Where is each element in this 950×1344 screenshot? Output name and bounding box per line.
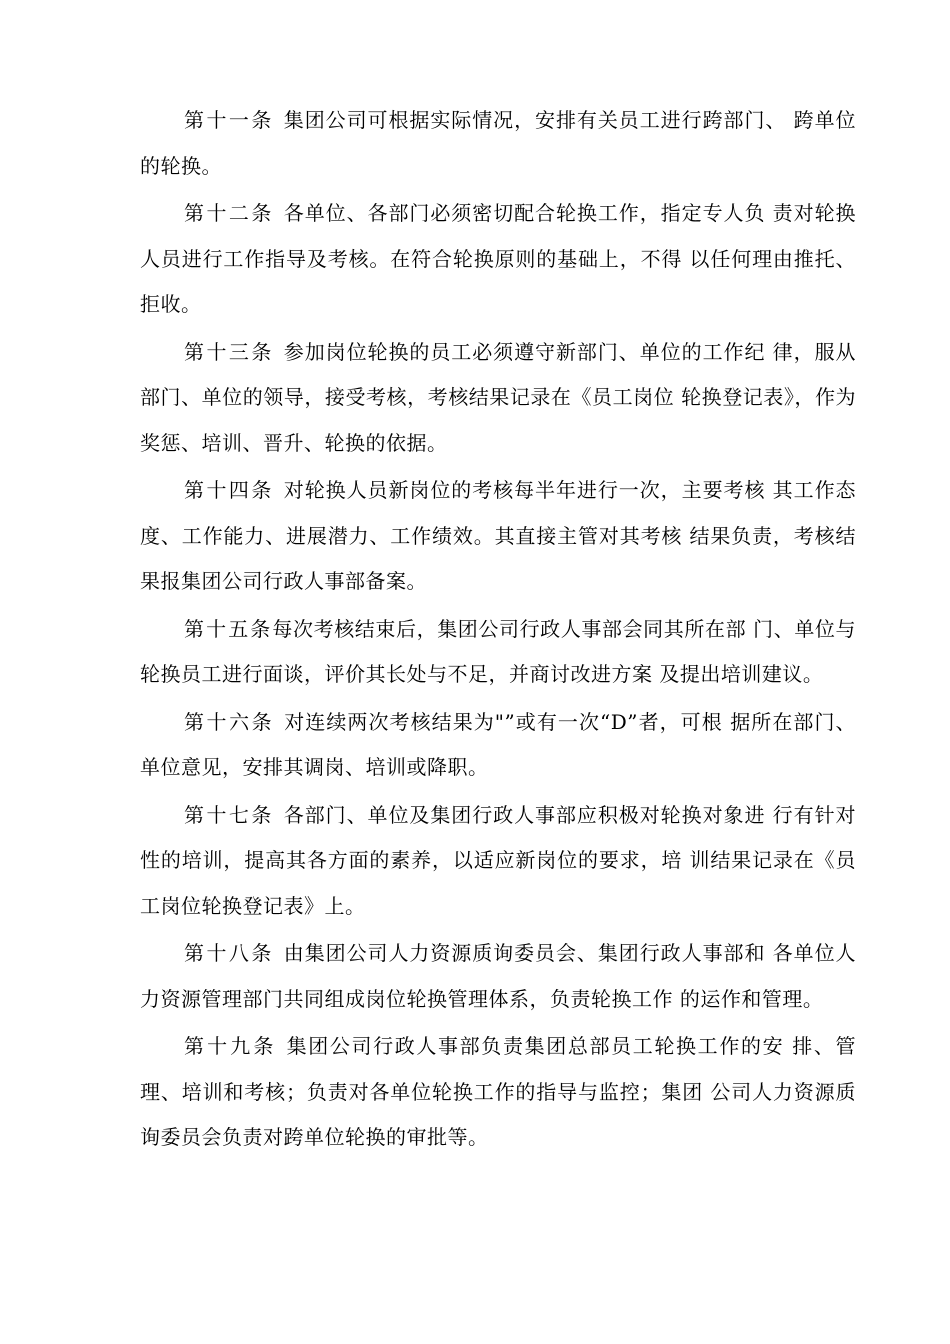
article-label: 第十一条 <box>184 108 274 132</box>
article-text: 集团公司可根据实际情况，安排有关员工进行跨部门、 跨单位的轮换。 <box>140 108 857 178</box>
article-text: 各部门、单位及集团行政人事部应积极对轮换对象进 行有针对性的培训，提高其各方面的素养，以适应新岗位的要求，培 训结果记录在《员工岗位轮换登记表》上。 <box>140 802 857 918</box>
article-11 <box>140 98 856 189</box>
article-14 <box>140 468 856 605</box>
article-text: 参加岗位轮换的员工必须遵守新部门、单位的工作纪 律，服从部门、单位的领导，接受考核，考核结果记录在《员工岗位 轮换登记表》，作为奖惩、培训、晋升、轮换的依据。 <box>140 339 857 455</box>
article-label: 第十八条 <box>184 941 274 965</box>
article-text: 集团公司行政人事部负责集团总部员工轮换工作的安 排、管理、培训和考核；负责对各单位轮换工作的指导与监控；集团 公司人力资源质询委员会负责对跨单位轮换的审批等。 <box>140 1034 857 1149</box>
article-text: 对轮换人员新岗位的考核每半年进行一次，主要考核 其工作态度、工作能力、进展潜力、工作绩效。其直接主管对其考核 结果负责，考核结果报集团公司行政人事部备案。 <box>140 478 857 593</box>
article-12 <box>140 191 856 328</box>
article-label: 第十五条 <box>184 616 273 641</box>
article-15 <box>140 607 856 698</box>
article-text: 每次考核结束后，集团公司行政人事部会同其所在部 门、单位与轮换员工进行面谈，评价其长处与不足，并商讨改进方案 及提出培训建议。 <box>140 616 857 686</box>
article-16 <box>140 700 856 791</box>
article-19 <box>140 1024 856 1161</box>
article-text: 由集团公司人力资源质询委员会、集团行政人事部和 各单位人力资源管理部门共同组成岗位轮换管理体系，负责轮换工作 的运作和管理。 <box>140 941 857 1011</box>
article-label: 第十四条 <box>184 478 274 502</box>
article-label: 第十二条 <box>184 201 274 225</box>
article-17 <box>140 793 856 930</box>
article-18 <box>140 931 856 1022</box>
article-label: 第十六条 <box>184 709 275 734</box>
article-text: 对连续两次考核结果为"”或有一次“D”者，可根 据所在部门、单位意见，安排其调岗、培训或降职。 <box>140 709 857 779</box>
article-text: 各单位、各部门必须密切配合轮换工作，指定专人负 责对轮换人员进行工作指导及考核。在符合轮换原则的基础上，不得 以任何理由推托、拒收。 <box>140 201 857 316</box>
article-label: 第十三条 <box>184 339 274 364</box>
article-13 <box>140 330 856 467</box>
article-label: 第十九条 <box>184 1034 277 1058</box>
article-label: 第十七条 <box>184 802 274 827</box>
